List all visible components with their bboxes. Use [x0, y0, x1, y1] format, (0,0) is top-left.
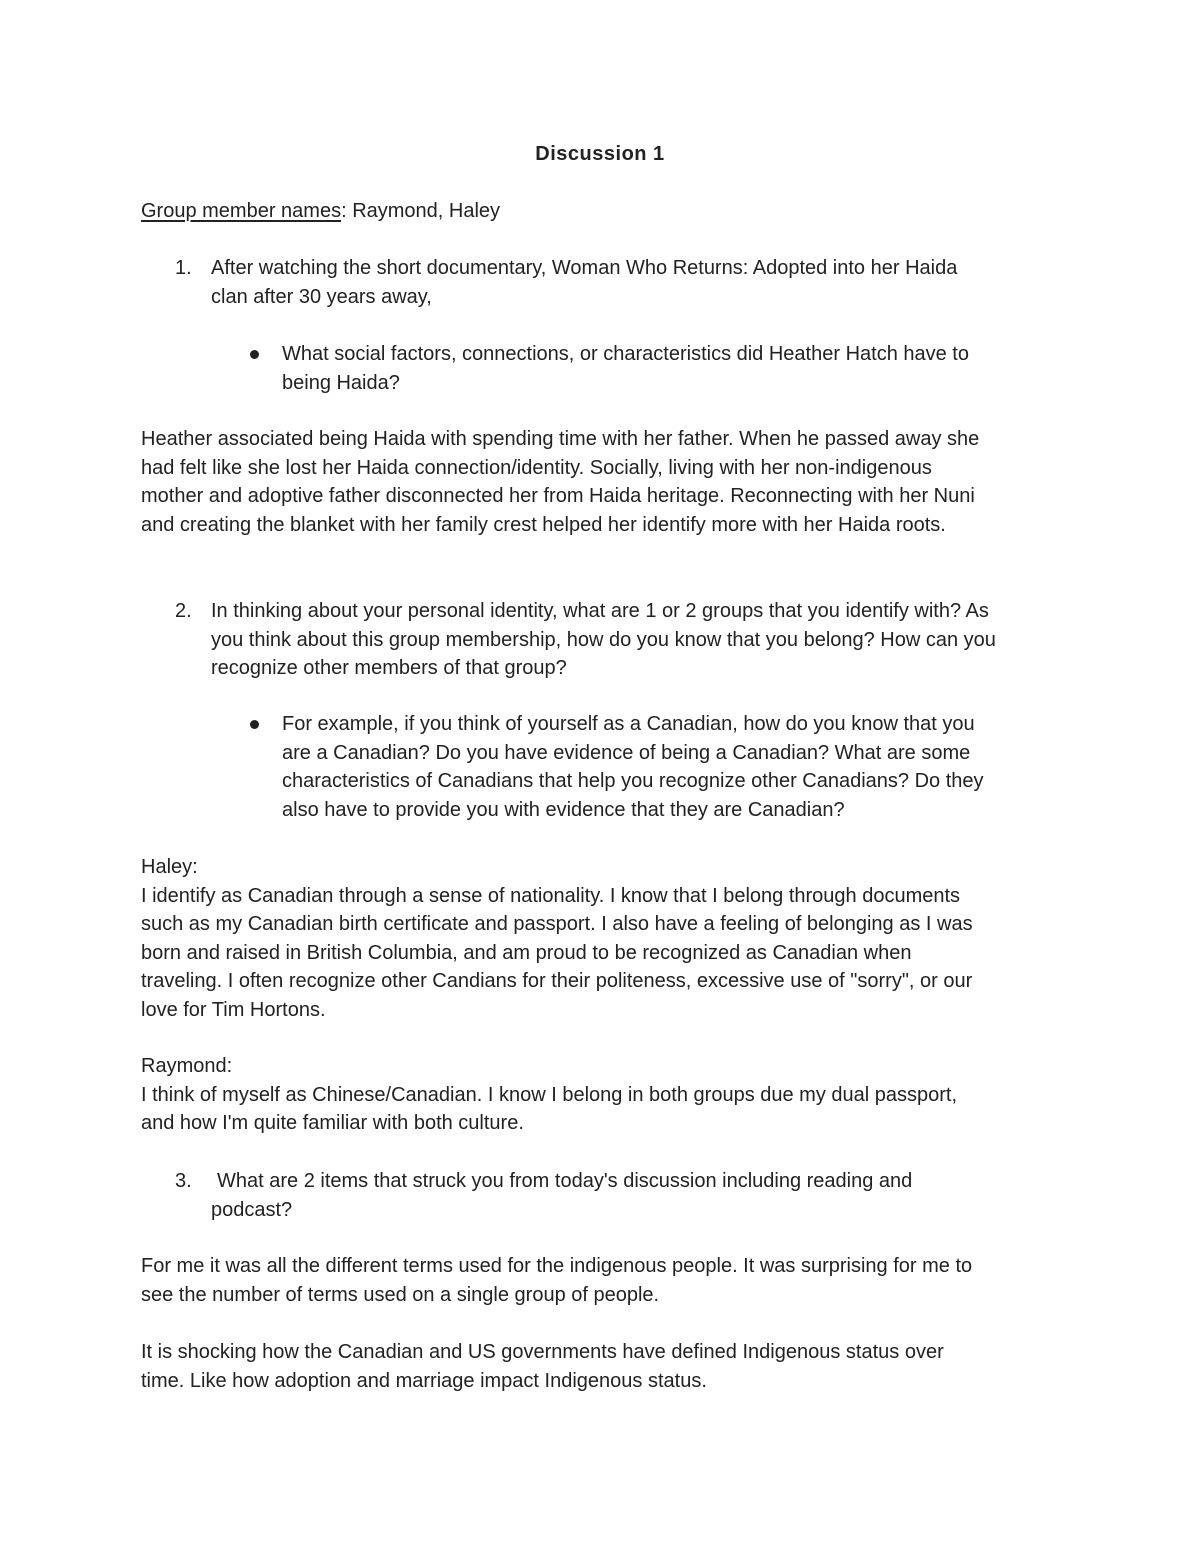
answer-line: It is shocking how the Canadian and US governments have defined Indigenous status over	[141, 1341, 944, 1363]
answer-line: such as my Canadian birth certificate and passport. I also have a feeling of belonging as I was	[141, 913, 973, 936]
question-1-text	[211, 254, 957, 311]
question-2-text	[211, 597, 996, 683]
bullet-line: are a Canadian? Do you have evidence of being a Canadian? What are some	[282, 741, 971, 764]
question-1-answer	[141, 425, 979, 539]
raymond-label: Raymond:	[141, 1055, 233, 1077]
answer-line: had felt like she lost her Haida connection/identity. Socially, living with her non-indigenous	[141, 456, 932, 479]
answer-line: mother and adoptive father disconnected her from Haida heritage. Reconnecting with her Nuni	[141, 485, 975, 508]
answer-line: born and raised in British Columbia, and am proud to be recognized as Canadian when	[141, 941, 912, 964]
question-1-bullet-text	[282, 340, 969, 397]
question-3-line: podcast?	[211, 1198, 293, 1221]
question-2-line: you think about this group membership, how do you know that you belong? How can you	[211, 628, 996, 651]
answer-line: Heather associated being Haida with spending time with her father. When he passed away she	[141, 428, 980, 450]
question-3-answer-2	[141, 1338, 944, 1395]
group-member-names-value: : Raymond, Haley	[341, 200, 501, 222]
question-2-bullet-text	[282, 710, 984, 824]
haley-label: Haley:	[141, 856, 198, 878]
answer-line: traveling. I often recognize other Candians for their politeness, excessive use of "sorry", or our	[141, 970, 973, 993]
answer-line: love for Tim Hortons.	[141, 998, 326, 1021]
question-2-number: 2.	[175, 600, 192, 622]
answer-line: see the number of terms used on a single group of people.	[141, 1283, 660, 1306]
answer-line: I think of myself as Chinese/Canadian. I know I belong in both groups due my dual passport,	[141, 1083, 958, 1106]
answer-line: and how I'm quite familiar with both culture.	[141, 1112, 524, 1135]
question-3-number: 3.	[175, 1170, 192, 1192]
question-3-line: What are 2 items that struck you from today's discussion including reading and	[217, 1170, 913, 1192]
answer-line: For me it was all the different terms used for the indigenous people. It was surprising for me to	[141, 1255, 973, 1277]
group-member-names	[141, 197, 500, 226]
question-1-line: After watching the short documentary, Woman Who Returns: Adopted into her Haida	[211, 257, 958, 279]
group-member-names-label: Group member names	[141, 200, 342, 222]
bullet-line: also have to provide you with evidence that they are Canadian?	[282, 798, 845, 821]
bullet-line: What social factors, connections, or characteristics did Heather Hatch have to	[282, 343, 969, 365]
bullet-icon	[250, 720, 259, 729]
bullet-icon	[250, 350, 259, 359]
bullet-line: being Haida?	[282, 371, 400, 394]
answer-line: time. Like how adoption and marriage impact Indigenous status.	[141, 1369, 707, 1392]
bullet-line: For example, if you think of yourself as a Canadian, how do you know that you	[282, 713, 975, 735]
page-title: Discussion 1	[535, 143, 665, 165]
raymond-answer	[141, 1052, 957, 1138]
question-1-number: 1.	[175, 257, 192, 279]
answer-line: I identify as Canadian through a sense of nationality. I know that I belong through documents	[141, 884, 961, 907]
haley-answer	[141, 853, 973, 1025]
question-3-answer-1	[141, 1252, 972, 1309]
question-2-line: recognize other members of that group?	[211, 657, 567, 680]
question-3-text	[211, 1167, 912, 1224]
question-2-line: In thinking about your personal identity, what are 1 or 2 groups that you identify with? As	[211, 600, 989, 622]
bullet-line: characteristics of Canadians that help you recognize other Canadians? Do they	[282, 770, 984, 793]
answer-line: and creating the blanket with her family crest helped her identify more with her Haida roots.	[141, 513, 946, 536]
question-1-line: clan after 30 years away,	[211, 285, 432, 308]
